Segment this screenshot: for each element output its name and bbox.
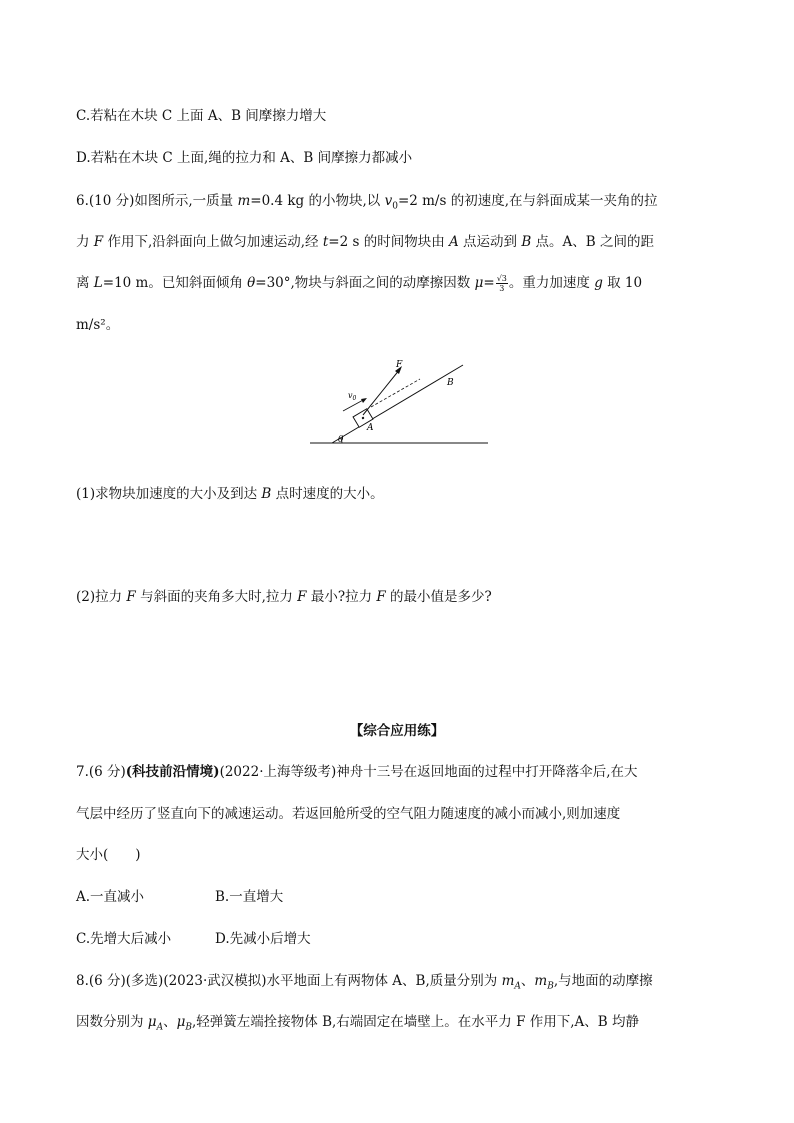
fraction-sqrt3-over-3: $\frac{√3}{3}$ xyxy=(496,274,507,293)
q6-line-1: 6.(10 分)如图所示,一质量 m=0.4 kg 的小物块,以 $v_0=2$ m/s 的初速度,在与斜面成某一夹角的拉 xyxy=(76,193,658,212)
q7-line-2: 气层中经历了竖直向下的减速运动。若返回舱所受的空气阻力随速度的减小而减小,则加速度 xyxy=(76,806,621,822)
q7-line-1: 7.(6 分)(科技前沿情境)(2022·上海等级考)神舟十三号在返回地面的过程中打开降落伞后,在大 xyxy=(76,764,638,780)
q7-tag: (科技前沿情境) xyxy=(125,764,220,780)
q6-subquestion-1: (1)求物块加速度的大小及到达 B 点时速度的大小。 xyxy=(76,486,384,502)
force-f-arrow xyxy=(363,369,400,415)
q5-option-d: D.若粘在木块 C 上面,绳的拉力和 A、B 间摩擦力都减小 xyxy=(76,150,413,166)
q6-line-2: 力 F 作用下,沿斜面向上做匀加速运动,经 t=2 s 的时间物块由 A 点运动到 B 点。A、B 之间的距 xyxy=(76,234,655,250)
q6-subquestion-2: (2)拉力 F 与斜面的夹角多大时,拉力 F 最小?拉力 F 的最小值是多少? xyxy=(76,589,492,605)
q7-option-a: A.一直减小 xyxy=(76,889,145,905)
incline-figure xyxy=(305,355,495,450)
q6-line-4: m/s²。 xyxy=(76,317,120,333)
velocity-v0-arrowhead xyxy=(361,398,367,403)
q7-option-c: C.先增大后减小 xyxy=(76,931,172,947)
q7-line-3: 大小( ) xyxy=(76,847,141,863)
theta-label: θ xyxy=(338,435,344,445)
q7-option-b: B.一直增大 xyxy=(215,889,284,905)
q5-option-c: C.若粘在木块 C 上面 A、B 间摩擦力增大 xyxy=(76,108,327,124)
point-a-label: A xyxy=(367,423,374,433)
q8-line-2: 因数分别为 $\mu_A$、$\mu_B$,轻弹簧左端拴接物体 B,右端固定在墙壁上。在水平力 F 作用下,A、B 均静 xyxy=(76,1014,639,1033)
section-title: 【综合应用练】 xyxy=(349,723,445,739)
velocity-v0-label: $v_0$ xyxy=(348,391,357,402)
q6-line-3: 离 L=10 m。已知斜面倾角 θ=30°,物块与斜面之间的动摩擦因数 μ= $\frac{√3}{3}$ 。重力加速度 g 取 10 xyxy=(76,274,643,293)
q7-option-d: D.先减小后增大 xyxy=(215,931,311,947)
point-b-label: B xyxy=(447,378,454,388)
dashed-slope-line xyxy=(371,379,420,407)
q8-line-1: 8.(6 分)(多选)(2023·武汉模拟)水平地面上有两物体 A、B,质量分别为 $m_A$、$m_B$,与地面的动摩擦 xyxy=(76,973,653,992)
force-f-label: F xyxy=(396,360,403,370)
incline-line xyxy=(332,365,463,443)
